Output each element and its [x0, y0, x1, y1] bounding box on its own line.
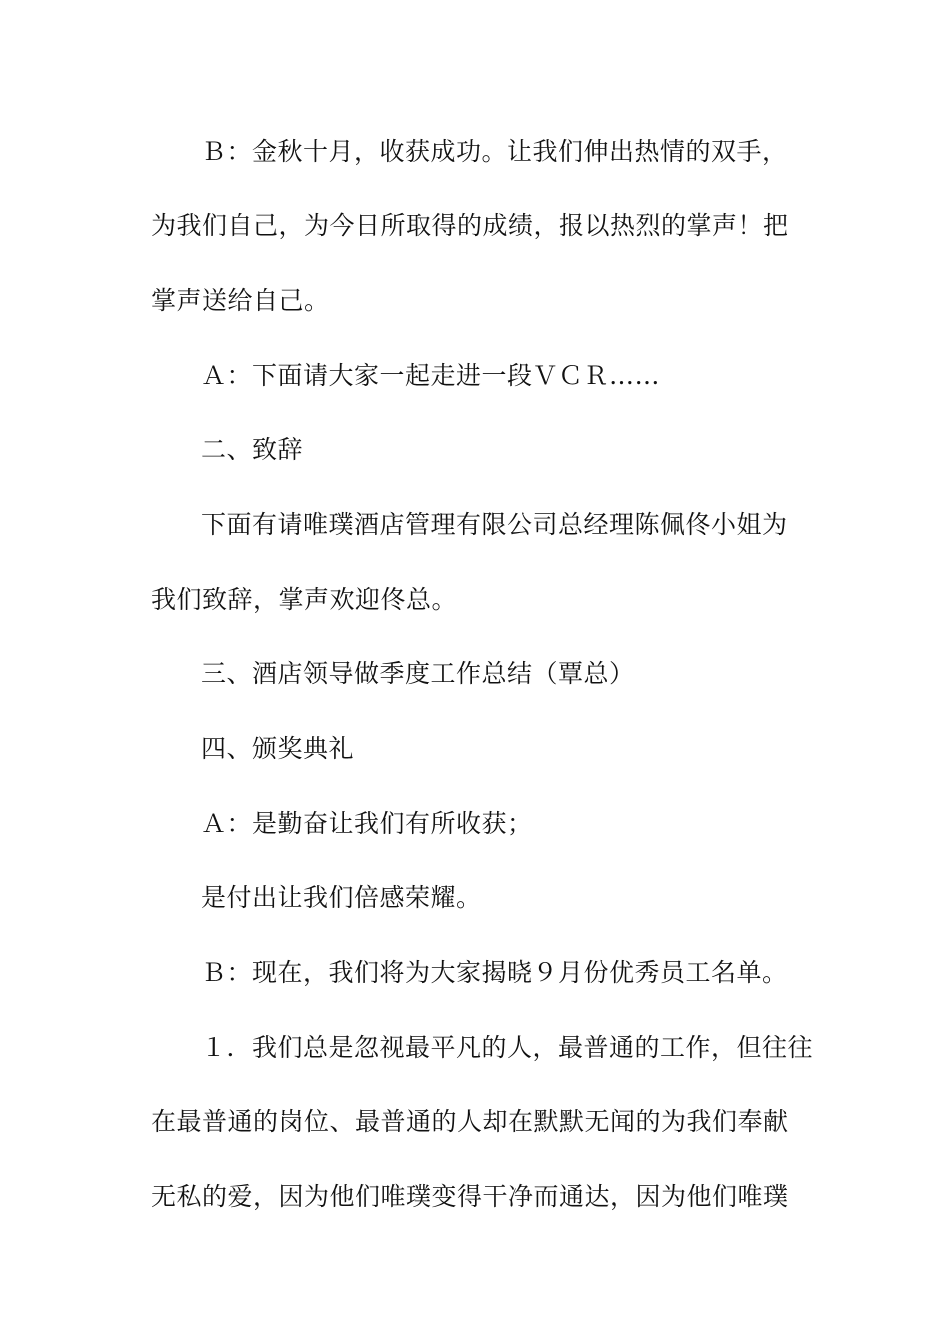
paragraph-line: Ｂ：金秋十月，收获成功。让我们伸出热情的双手，	[201, 137, 788, 166]
section-heading: 三、酒店领导做季度工作总结（覃总）	[201, 659, 635, 688]
paragraph-line: １．我们总是忽视最平凡的人，最普通的工作，但往往	[201, 1033, 814, 1062]
paragraph-line: 是付出让我们倍感荣耀。	[201, 883, 482, 912]
paragraph-line: 无私的爱，因为他们唯璞变得干净而通达，因为他们唯璞	[151, 1182, 789, 1211]
paragraph-line: 为我们自己，为今日所取得的成绩，报以热烈的掌声！把	[151, 211, 789, 240]
paragraph-line: 我们致辞，掌声欢迎佟总。	[151, 585, 458, 614]
section-heading: 四、颁奖典礼	[201, 734, 355, 763]
paragraph-line: 在最普通的岗位、最普通的人却在默默无闻的为我们奉献	[151, 1107, 789, 1136]
section-heading: 二、致辞	[201, 435, 304, 464]
paragraph-line: 掌声送给自己。	[151, 286, 330, 315]
paragraph-line: Ｂ：现在，我们将为大家揭晓９月份优秀员工名单。	[201, 958, 788, 987]
paragraph-line: 下面有请唯璞酒店管理有限公司总经理陈佩佟小姐为	[201, 510, 788, 539]
paragraph-line: Ａ：下面请大家一起走进一段ＶＣＲ……	[201, 361, 661, 390]
paragraph-line: Ａ：是勤奋让我们有所收获；	[201, 809, 533, 838]
